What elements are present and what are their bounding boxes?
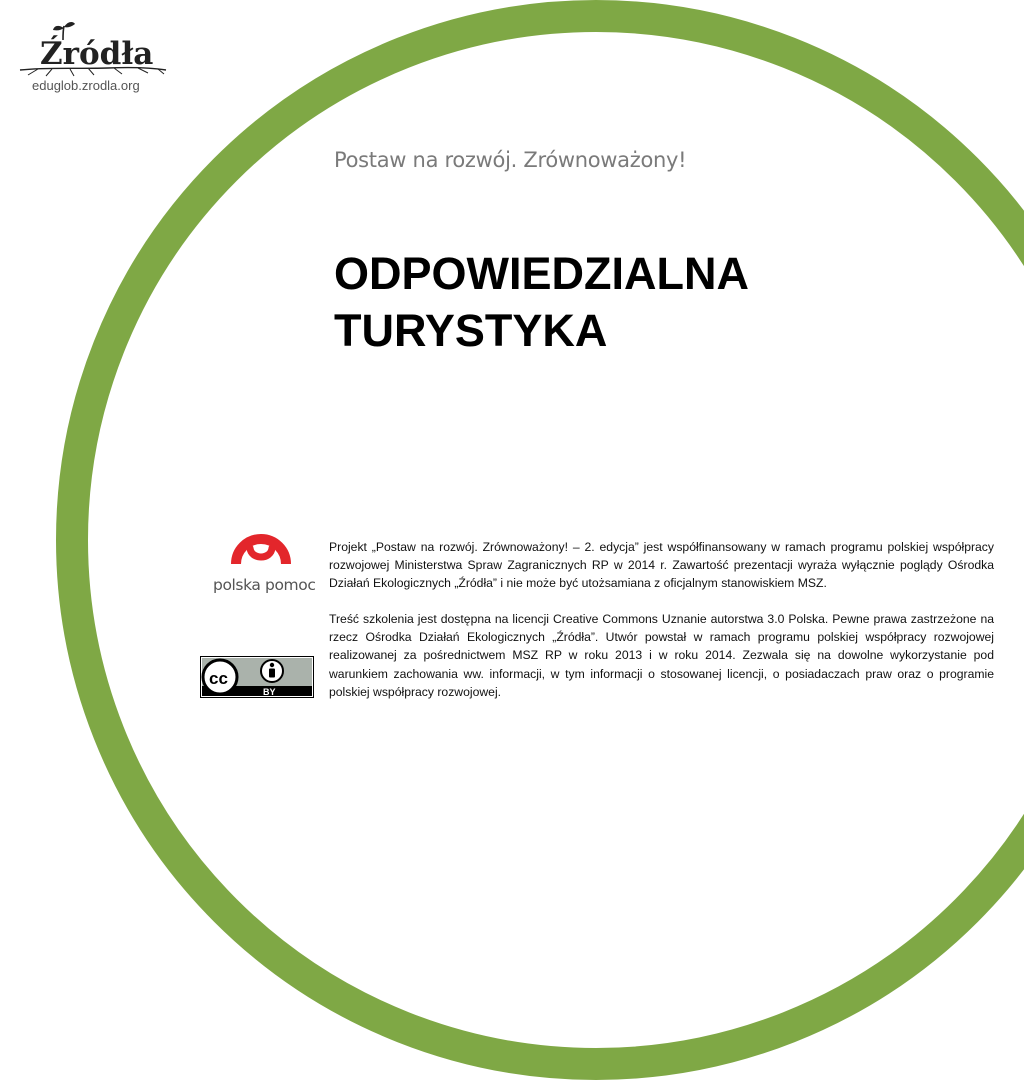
slide-title xyxy=(334,245,749,359)
polska-pomoc-label: polska pomoc xyxy=(213,576,316,594)
svg-text:cc: cc xyxy=(209,669,228,688)
project-info-text xyxy=(329,538,994,701)
license-paragraph: Treść szkolenia jest dostępna na licencji Creative Commons Uznanie autorstwa 3.0 Polska. Pewne prawa zastrzeżone na rzecz Ośrodka Działań Ekologicznych „Źródła”. Utwór powstał w ramach programu polskiej współpracy rozwojowej realizowanej za pośrednictwem MSZ RP w roku 2013 i w roku 2014. Zezwala się na dowolne wykorzystanie pod warunkiem zachowania ww. informacji, w tym informacji o stosowanej licencji, o posiadaczach praw oraz o programie polskiej współpracy rozwojowej. xyxy=(329,612,994,699)
funding-paragraph: Projekt „Postaw na rozwój. Zrównoważony! – 2. edycja” jest współfinansowany w ramach programu polskiej współpracy rozwojowej Ministerstwa Spraw Zagranicznych RP w 2014 r. Zawartość prezentacji wyraża wyłącznie poglądy Ośrodka Działań Ekologicznych „Źródła” i nie może być utożsamiana z oficjalnym stanowiskiem MSZ. xyxy=(329,540,994,591)
zrodla-logo[interactable] xyxy=(18,18,168,78)
title-line-2: TURYSTYKA xyxy=(334,305,608,356)
svg-text:BY: BY xyxy=(263,687,276,697)
site-url[interactable]: eduglob.zrodla.org xyxy=(32,78,140,93)
zrodla-logo-graphic xyxy=(18,18,168,78)
svg-text:Źródła: Źródła xyxy=(40,36,154,72)
title-line-1: ODPOWIEDZIALNA xyxy=(334,248,749,299)
cc-by-badge[interactable] xyxy=(200,656,314,698)
cc-by-license-icon xyxy=(200,656,314,698)
slide-subtitle: Postaw na rozwój. Zrównoważony! xyxy=(334,148,687,172)
polska-pomoc-smile-icon xyxy=(208,516,318,576)
